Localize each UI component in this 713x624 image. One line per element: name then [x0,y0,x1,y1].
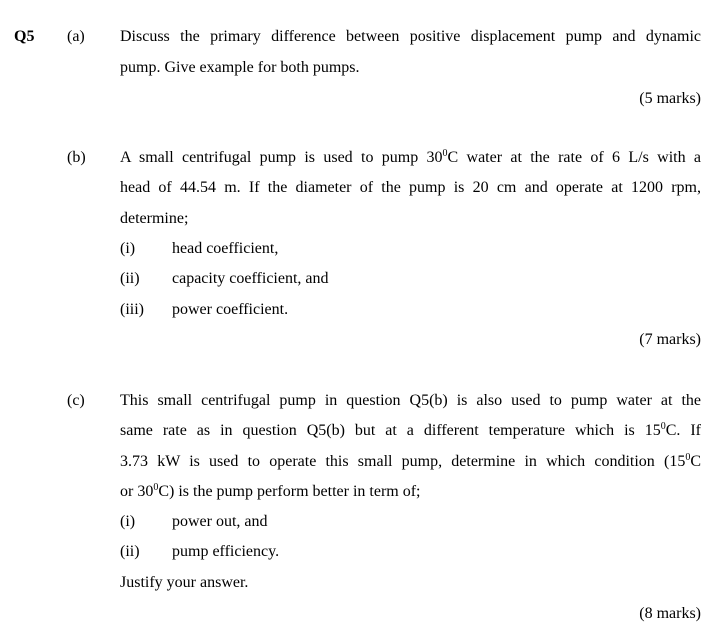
part-b-item-1-label: (i) [120,240,136,257]
part-b-line-1 [120,148,701,168]
part-c-item-1-text: power out, and [172,513,268,530]
part-c-item-1-label: (i) [120,513,136,530]
part-a-marks: (5 marks) [639,90,701,107]
part-c-line-1: This small centrifugal pump in question Q5(b) is also used to pump water at the [120,392,701,409]
part-c-line-2 [120,421,701,441]
part-c-label: (c) [67,392,85,409]
degree-superscript: 0 [660,421,666,432]
part-b-item-2-text: capacity coefficient, and [172,270,329,287]
part-b-line-2: head of 44.54 m. If the diameter of the pump is 20 cm and operate at 1200 rpm, [120,179,701,196]
part-b-line-1-text-a: A small centrifugal pump is used to pump 30 [120,149,443,166]
part-b-item-1-text: head coefficient, [172,240,279,257]
part-b-line-1-text-b: C water at the rate of 6 L/s with a [447,149,702,166]
part-c-item-2-label: (ii) [120,543,140,560]
part-a-line-1: Discuss the primary difference between positive displacement pump and dynamic [120,28,701,45]
part-c-item-2-text: pump efficiency. [172,543,280,560]
part-c-line-2-text-a: same rate as in question Q5(b) but at a different temperature which is 15 [120,422,661,439]
part-c-line-4-text-a: or 30 [120,483,154,500]
part-c-line-4 [120,482,701,502]
part-b-item-3-label: (iii) [120,301,144,318]
part-c-line-3 [120,452,701,472]
part-c-marks: (8 marks) [639,605,701,622]
part-c-line-4-text-b: C) is the pump perform better in term of; [158,483,421,500]
part-b-marks: (7 marks) [639,331,701,348]
part-a-label: (a) [67,28,85,45]
part-b-label: (b) [67,149,86,166]
part-c-line-3-text-b: C [690,453,701,470]
part-c-line-3-text-a: 3.73 kW is used to operate this small pump, determine in which condition (15 [120,453,686,470]
part-c-closing: Justify your answer. [120,574,249,591]
part-b-item-2-label: (ii) [120,270,140,287]
degree-superscript: 0 [685,452,691,463]
degree-superscript: 0 [442,148,448,159]
part-c-line-2-text-b: C. If [665,422,701,439]
question-number: Q5 [14,28,35,45]
part-b-item-3-text: power coefficient. [172,301,289,318]
degree-superscript: 0 [153,482,159,493]
part-a-line-2: pump. Give example for both pumps. [120,59,360,76]
part-b-line-3: determine; [120,210,189,227]
